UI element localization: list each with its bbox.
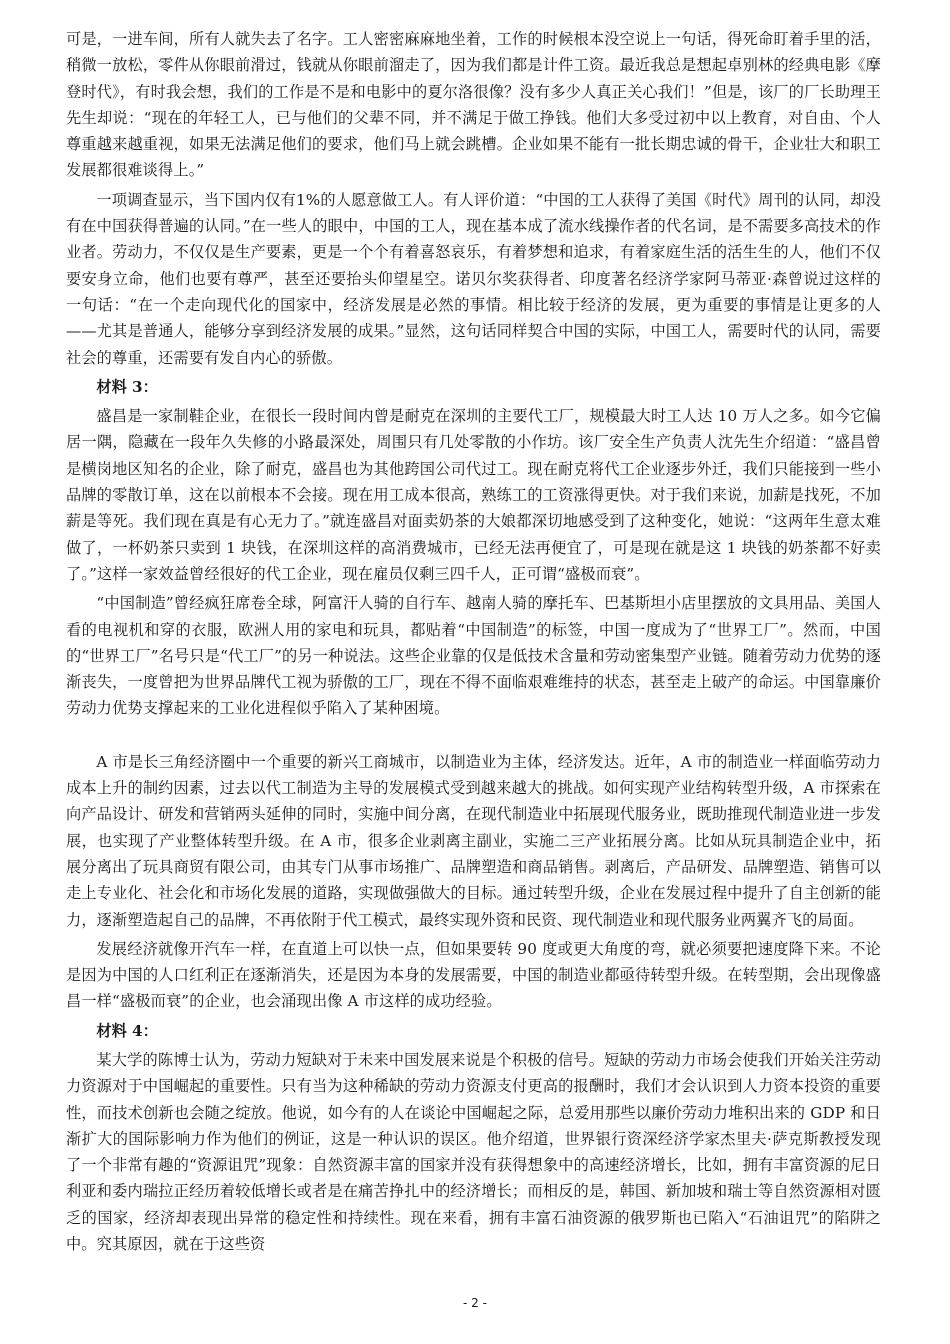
paragraph-shengchang: 盛昌是一家制鞋企业，在很长一段时间内曾是耐克在深圳的主要代工厂，规模最大时工人达 10 万人之多。如今它偏居一隅，隐藏在一段年久失修的小路最深处，周围只有几处零散的小作坊。该厂安全生产负责人沈先生介绍道：“盛昌曾是横岗地区知名的企业，除了耐克，盛昌也为其他跨国公司代过工。现在耐克将代工企业逐步外迁，我们只能接到一些小品牌的零散订单，这在以前根本不会接。现在用工成本很高，熟练工的工资涨得更快。对于我们来说，加薪是找死，不加薪是等死。我们现在真是有心无力了。”就连盛昌对面卖奶茶的大娘都深切地感受到了这种变化，她说：“这两年生意太难做了，一杯奶茶只卖到 1 块钱，在深圳这样的高消费城市，已经无法再便宜了，可是现在就是这 1 块钱的奶茶都不好卖了。”这样一家效益曾经很好的代工企业，现在雇员仅剩三四千人，正可谓“盛极而衰”。 — [66, 407, 881, 583]
paragraph-driving-analogy: 发展经济就像开汽车一样，在直道上可以快一点，但如果要转 90 度或更大角度的弯，就必须要把速度降下来。不论是因为中国的人口红利正在逐渐消失，还是因为本身的发展需要，中国的制造业都亟待转型升级。在转型期，会出现像盛昌一样“盛极而衰”的企业，也会涌现出像 A 市这样的成功经验。 — [66, 939, 881, 1011]
paragraph-made-in-china: “中国制造”曾经疯狂席卷全球，阿富汗人骑的自行车、越南人骑的摩托车、巴基斯坦小店里摆放的文具用品、美国人看的电视机和穿的衣服，欧洲人用的家电和玩具，都贴着“中国制造”的标签，中国一度成为了“世界工厂”。然而，中国的“世界工厂”名号只是“代工厂”的另一种说法。这些企业靠的仅是低技术含量和劳动密集型产业链。随着劳动力优势的逐渐丧失，一度曾把为世界品牌代工视为骄傲的工厂，现在不得不面临艰难维持的状态，甚至走上破产的命运。中国靠廉价劳动力优势支撑起来的工业化进程似乎陷入了某种困境。 — [66, 594, 881, 718]
section-gap — [66, 722, 881, 749]
heading-material-4: 材料 4： — [96, 1021, 158, 1040]
heading-material-3: 材料 3： — [96, 377, 158, 396]
paragraph-city-a: A 市是长三角经济圈中一个重要的新兴工商城市，以制造业为主体，经济发达。近年，A 市的制造业一样面临劳动力成本上升的制约因素，过去以代工制造为主导的发展模式受到越来越大的挑战。如何实现产业结构转型升级，A 市探索在向产品设计、研发和营销两头延伸的同时，实施中间分离，在现代制造业中拓展现代服务业，既助推现代制造业进一步发展，也实现了产业整体转型升级。在 A 市，很多企业剥离主副业，实施二三产业拓展分离。比如从玩具制造企业中，拓展分离出了玩具商贸有限公司，由其专门从事市场推广、品牌塑造和商品销售。剥离后，产品研发、品牌塑造、销售可以走上专业化、社会化和市场化发展的道路，实现做强做大的目标。通过转型升级，企业在发展过程中提升了自主创新的能力，逐渐塑造起自己的品牌，不再依附于代工模式，最终实现外资和民资、现代制造业和现代服务业两翼齐飞的局面。 — [66, 752, 881, 929]
page-number: - 2 - — [463, 1296, 487, 1310]
paragraph-survey: 一项调查显示，当下国内仅有1%的人愿意做工人。有人评价道：“中国的工人获得了美国《时代》周刊的认同，却没有在中国获得普遍的认同。”在一些人的眼中，中国的工人，现在基本成了流水线操作者的代名词，是不需要多高技术的作业者。劳动力，不仅仅是生产要素，更是一个个有着喜怒哀乐，有着梦想和追求，有着家庭生活的活生生的人，他们不仅要安身立命，他们也要有尊严，甚至还要抬头仰望星空。诺贝尔奖获得者、印度著名经济学家阿马蒂亚·森曾说过这样的一句话：“在一个走向现代化的国家中，经济发展是必然的事情。相比较于经济的发展，更为重要的事情是让更多的人——尤其是普通人，能够分享到经济发展的成果。”显然，这句话同样契合中国的实际，中国工人，需要时代的认同，需要社会的尊重，还需要有发自内心的骄傲。 — [66, 190, 881, 367]
paragraph-dr-chen: 某大学的陈博士认为，劳动力短缺对于未来中国发展来说是个积极的信号。短缺的劳动力市场会使我们开始关注劳动力资源对于中国崛起的重要性。只有当为这种稀缺的劳动力资源支付更高的报酬时，我们才会认识到人力资本投资的重要性，而技术创新也会随之绽放。他说，如今有的人在谈论中国崛起之际，总爱用那些以廉价劳动力堆积出来的 GDP 和日渐扩大的国际影响力作为他们的例证，这是一种认识的误区。他介绍道，世界银行资深经济学家杰里夫·萨克斯教授发现了一个非常有趣的“资源诅咒”现象：自然资源丰富的国家并没有获得想象中的高速经济增长，比如，拥有丰富资源的尼日利亚和委内瑞拉正经历着较低增长或者是在痛苦挣扎中的经济增长；而相反的是，韩国、新加坡和瑞士等自然资源相对匮乏的国家，经济却表现出异常的稳定性和持续性。现在来看，拥有丰富石油资源的俄罗斯也已陷入“石油诅咒”的陷阱之中。究其原因，就在于这些资 — [66, 1050, 881, 1254]
document-page — [66, 26, 881, 1257]
paragraph-intro-continued: 可是，一进车间，所有人就失去了名字。工人密密麻麻地坐着，工作的时候根本没空说上一句话，得死命盯着手里的活，稍微一放松，零件从你眼前滑过，钱就从你眼前溜走了，因为我们都是计件工资。最近我总是想起卓别林的经典电影《摩登时代》，有时我会想，我们的工作是不是和电影中的夏尔洛很像？没有多少人真正关心我们！”但是，该厂的厂长助理王先生却说：“现在的年轻工人，已与他们的父辈不同，并不满足于做工挣钱。他们大多受过初中以上教育，对自由、个人尊重越来越重视，如果无法满足他们的要求，他们马上就会跳槽。企业如果不能有一批长期忠诚的骨干，企业壮大和职工发展都很难谈得上。” — [66, 30, 881, 180]
